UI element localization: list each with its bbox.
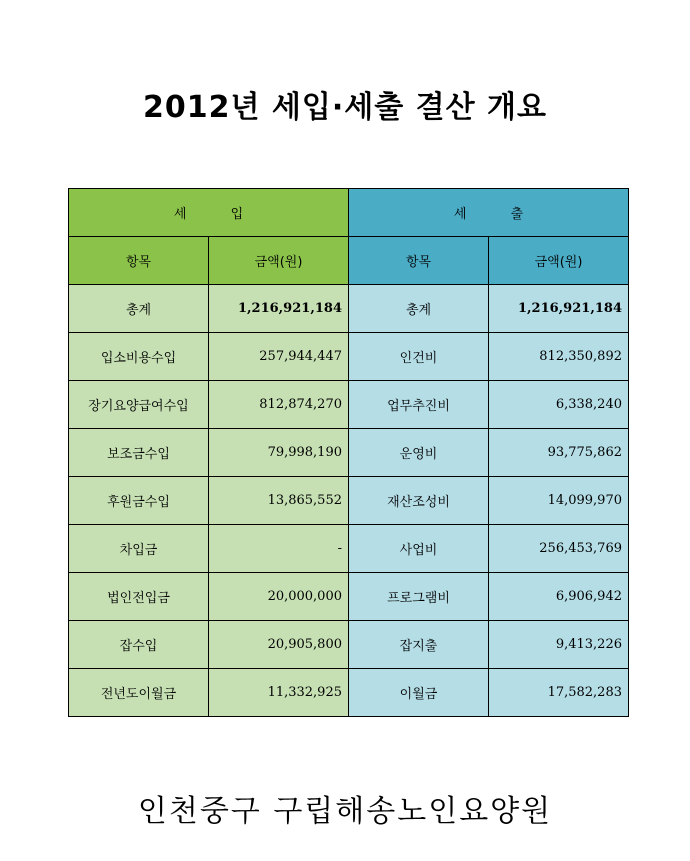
expense-amount-cell: 17,582,283: [489, 669, 629, 717]
group-header-row: [69, 189, 629, 237]
income-group-header: 세 입: [69, 189, 349, 237]
expense-amount-cell: 812,350,892: [489, 333, 629, 381]
expense-item-cell: 사업비: [349, 525, 489, 573]
income-amount-cell: 257,944,447: [209, 333, 349, 381]
expense-amount-cell: 9,413,226: [489, 621, 629, 669]
expense-amount-cell: 6,338,240: [489, 381, 629, 429]
income-amount-cell: 20,905,800: [209, 621, 349, 669]
income-amount-header: 금액(원): [209, 237, 349, 285]
income-item-cell: 장기요양급여수입: [69, 381, 209, 429]
table-row: [69, 669, 629, 717]
expense-item-cell: 총계: [349, 285, 489, 333]
table-row: [69, 333, 629, 381]
expense-amount-cell: 14,099,970: [489, 477, 629, 525]
income-amount-cell: -: [209, 525, 349, 573]
expense-amount-header: 금액(원): [489, 237, 629, 285]
expense-item-cell: 업무추진비: [349, 381, 489, 429]
expense-item-cell: 인건비: [349, 333, 489, 381]
table-row: [69, 525, 629, 573]
expense-item-cell: 이월금: [349, 669, 489, 717]
income-item-cell: 차입금: [69, 525, 209, 573]
table-row: [69, 621, 629, 669]
income-amount-cell: 812,874,270: [209, 381, 349, 429]
income-item-cell: 법인전입금: [69, 573, 209, 621]
page-title: 2012년 세입·세출 결산 개요: [142, 90, 548, 125]
organization-name: 인천중구 구립해송노인요양원: [137, 794, 553, 829]
income-amount-cell: 1,216,921,184: [209, 285, 349, 333]
expense-amount-cell: 256,453,769: [489, 525, 629, 573]
table-row: [69, 429, 629, 477]
income-amount-cell: 13,865,552: [209, 477, 349, 525]
income-amount-cell: 79,998,190: [209, 429, 349, 477]
table-row: [69, 477, 629, 525]
income-amount-cell: 20,000,000: [209, 573, 349, 621]
expense-item-cell: 재산조성비: [349, 477, 489, 525]
total-row: [69, 285, 629, 333]
table-row: [69, 381, 629, 429]
income-item-cell: 후원금수입: [69, 477, 209, 525]
expense-amount-cell: 93,775,862: [489, 429, 629, 477]
income-item-header: 항목: [69, 237, 209, 285]
expense-item-cell: 운영비: [349, 429, 489, 477]
expense-item-cell: 잡지출: [349, 621, 489, 669]
income-item-cell: 전년도이월금: [69, 669, 209, 717]
budget-summary-table: [68, 188, 629, 717]
income-item-cell: 입소비용수입: [69, 333, 209, 381]
column-header-row: [69, 237, 629, 285]
expense-item-cell: 프로그램비: [349, 573, 489, 621]
expense-group-header: 세 출: [349, 189, 629, 237]
income-amount-cell: 11,332,925: [209, 669, 349, 717]
table-row: [69, 573, 629, 621]
income-item-cell: 잡수입: [69, 621, 209, 669]
income-item-cell: 보조금수입: [69, 429, 209, 477]
expense-amount-cell: 6,906,942: [489, 573, 629, 621]
table-body: [69, 285, 629, 717]
income-item-cell: 총계: [69, 285, 209, 333]
expense-item-header: 항목: [349, 237, 489, 285]
expense-amount-cell: 1,216,921,184: [489, 285, 629, 333]
